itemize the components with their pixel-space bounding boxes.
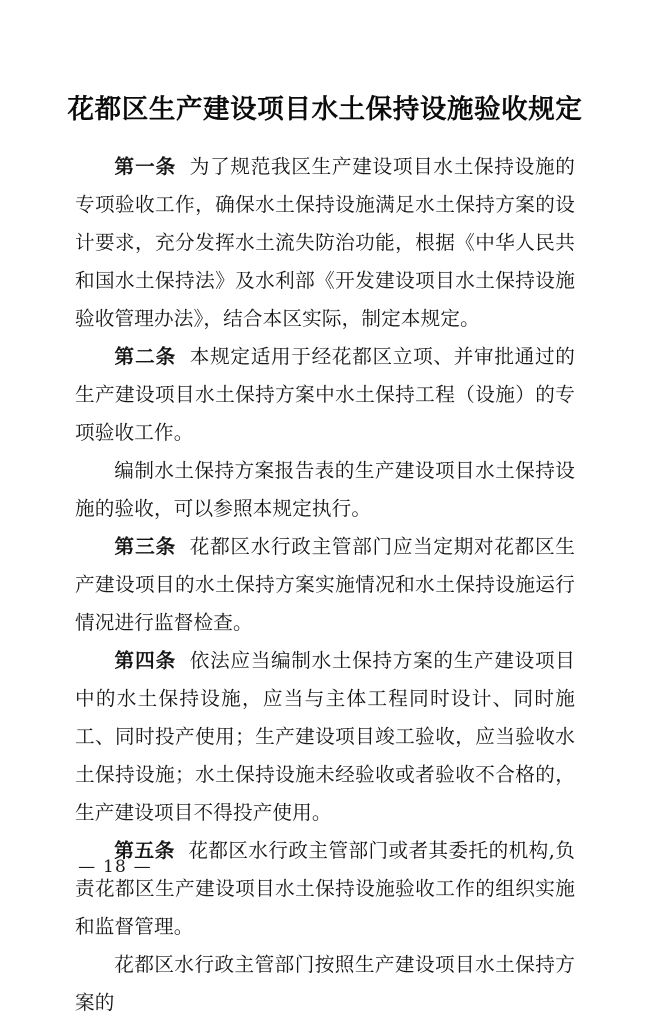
article-label-5: 第五条 [114, 839, 176, 862]
page-title: 花都区生产建设项目水土保持设施验收规定 [67, 93, 583, 125]
article-label-4: 第四条 [114, 649, 177, 672]
document-body [75, 148, 575, 1022]
page-number: — 18 — [78, 857, 152, 877]
article-text-1: 为了规范我区生产建设项目水土保持设施的专项验收工作，确保水土保持设施满足水土保持方案的设计要求，充分发挥水土流失防治功能，根据《中华人民共和国水土保持法》及水利部《开发建设项目水土保持设施验收管理办法》，结合本区实际，制定本规定。 [75, 155, 576, 330]
article-label-1: 第一条 [114, 155, 177, 178]
paragraph-article-5-continued [75, 946, 575, 1022]
paragraph-article-1 [75, 148, 575, 338]
article-label-2: 第二条 [114, 345, 177, 368]
article-text-2-continued: 编制水土保持方案报告表的生产建设项目水土保持设施的验收，可以参照本规定执行。 [75, 459, 575, 520]
article-text-4: 依法应当编制水土保持方案的生产建设项目中的水土保持设施，应当与主体工程同时设计、同时施工、同时投产使用；生产建设项目竣工验收，应当验收水土保持设施；水土保持设施未经验收或者验收不合格的，生产建设项目不得投产使用。 [75, 649, 576, 824]
paragraph-article-2 [75, 338, 575, 452]
article-text-5: 花都区水行政主管部门或者其委托的机构,负责花都区生产建设项目水土保持设施验收工作的组织实施和监督管理。 [75, 839, 576, 938]
paragraph-article-3 [75, 528, 575, 642]
paragraph-article-2-continued [75, 452, 575, 528]
article-label-3: 第三条 [114, 535, 177, 558]
paragraph-article-5 [75, 832, 575, 946]
article-text-2: 本规定适用于经花都区立项、并审批通过的生产建设项目水土保持方案中水土保持工程（设施）的专项验收工作。 [75, 345, 576, 444]
paragraph-article-4 [75, 642, 575, 832]
article-text-3: 花都区水行政主管部门应当定期对花都区生产建设项目的水土保持方案实施情况和水土保持设施运行情况进行监督检查。 [75, 535, 576, 634]
article-text-5-continued: 花都区水行政主管部门按照生产建设项目水土保持方案的 [75, 953, 575, 1014]
